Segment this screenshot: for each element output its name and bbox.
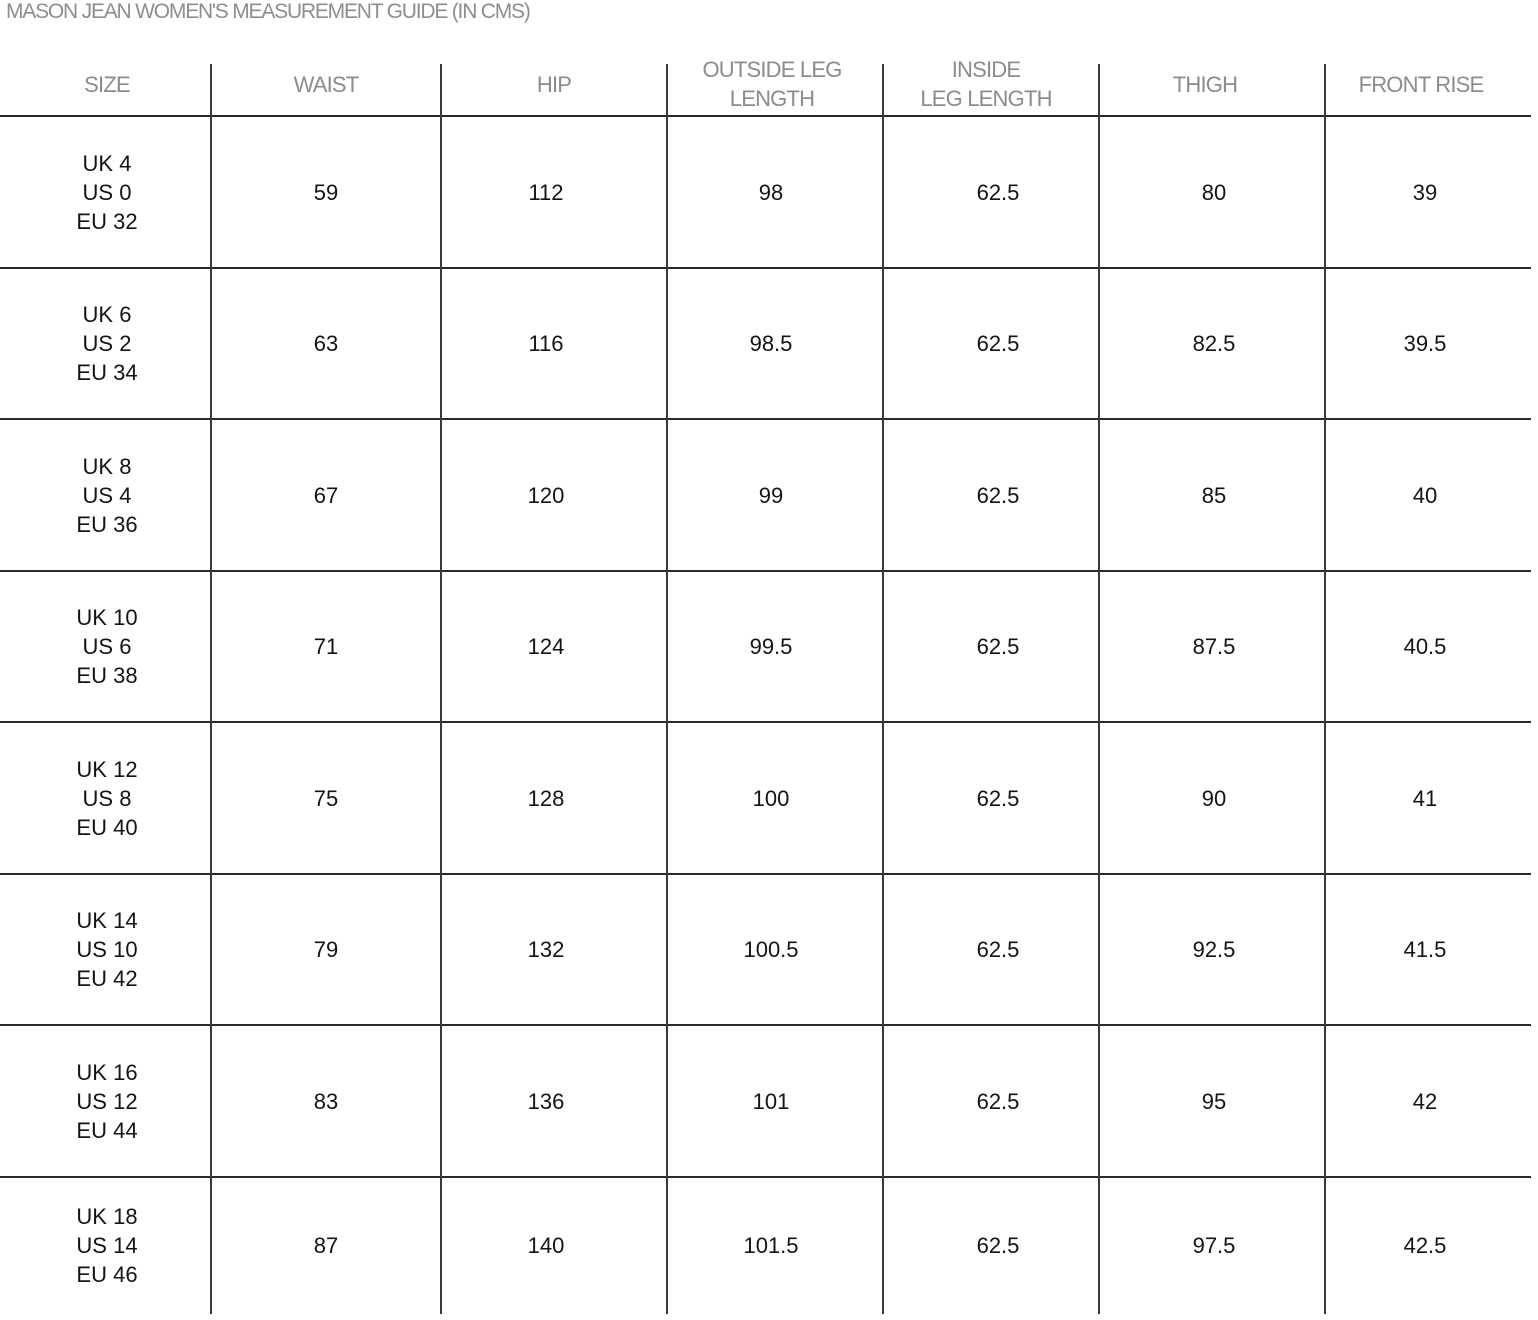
size-label: EU 44 xyxy=(76,1117,138,1143)
measurement-value: 62.5 xyxy=(976,1233,1020,1258)
measurement-value: 99.5 xyxy=(749,634,793,659)
measurement-value: 62.5 xyxy=(976,179,1020,205)
column-divider xyxy=(666,64,668,1314)
measurement-value: 62.5 xyxy=(976,331,1020,356)
size-label: UK 12 xyxy=(76,756,138,782)
size-cell xyxy=(17,571,197,722)
measurement-value: 39.5 xyxy=(1403,331,1447,356)
page-title: MASON JEAN WOMEN'S MEASUREMENT GUIDE (IN CMS) xyxy=(6,0,530,23)
size-label: UK 18 xyxy=(76,1204,138,1229)
measurement-value: 132 xyxy=(527,937,565,962)
column-divider xyxy=(882,64,884,1314)
size-cell xyxy=(17,419,197,571)
measurement-value: 62.5 xyxy=(976,785,1020,811)
column-header: THIGH xyxy=(1172,71,1238,97)
measurement-value: 59 xyxy=(313,179,339,205)
column-divider xyxy=(210,64,212,1314)
size-label: US 6 xyxy=(82,634,132,659)
column-divider xyxy=(440,64,442,1314)
measurement-value: 42 xyxy=(1412,1088,1438,1114)
measurement-value: 85 xyxy=(1201,482,1227,508)
column-header: SIZE xyxy=(84,71,130,97)
column-header: WAIST xyxy=(293,71,359,97)
column-divider xyxy=(1098,64,1100,1314)
size-label: UK 8 xyxy=(82,453,132,479)
size-label: UK 16 xyxy=(76,1059,138,1085)
size-cell xyxy=(17,1177,197,1314)
measurement-value: 112 xyxy=(528,179,564,205)
size-label: EU 46 xyxy=(76,1262,138,1287)
size-label: US 2 xyxy=(82,331,132,356)
size-label: UK 4 xyxy=(82,150,132,176)
measurement-value: 42.5 xyxy=(1403,1233,1447,1258)
measurement-value: 100.5 xyxy=(743,937,799,962)
measurement-value: 82.5 xyxy=(1192,331,1236,356)
size-label: US 0 xyxy=(82,179,132,205)
measurement-value: 41.5 xyxy=(1403,937,1447,962)
size-label: EU 34 xyxy=(76,360,138,385)
size-label: US 12 xyxy=(76,1088,138,1114)
size-label: EU 38 xyxy=(76,663,138,688)
measurement-value: 124 xyxy=(527,634,565,659)
size-cell xyxy=(17,722,197,874)
measurement-value: 40 xyxy=(1412,482,1438,508)
size-label: US 4 xyxy=(82,482,132,508)
measurement-value: 99 xyxy=(758,482,784,508)
measurement-value: 83 xyxy=(313,1088,339,1114)
measurement-value: 120 xyxy=(527,482,565,508)
size-label: UK 10 xyxy=(76,605,138,630)
measurement-value: 40.5 xyxy=(1403,634,1447,659)
column-divider xyxy=(1324,64,1326,1314)
measurement-value: 80 xyxy=(1201,179,1227,205)
measurement-value: 98.5 xyxy=(749,331,793,356)
column-header: INSIDE LEG LENGTH xyxy=(920,57,1052,111)
measurement-value: 62.5 xyxy=(976,937,1020,962)
measurement-value: 140 xyxy=(527,1233,565,1258)
size-cell xyxy=(17,116,197,268)
column-header: OUTSIDE LEG LENGTH xyxy=(702,57,842,111)
measurement-value: 128 xyxy=(527,785,565,811)
measurement-value: 100 xyxy=(752,785,790,811)
measurement-value: 101 xyxy=(752,1088,790,1114)
size-label: EU 32 xyxy=(76,208,138,234)
measurement-value: 75 xyxy=(313,785,339,811)
measurement-value: 87.5 xyxy=(1192,634,1236,659)
measurement-value: 92.5 xyxy=(1192,937,1236,962)
column-header: HIP xyxy=(536,71,572,97)
measurement-value: 62.5 xyxy=(976,1088,1020,1114)
measurement-value: 41 xyxy=(1412,785,1438,811)
size-cell xyxy=(17,268,197,419)
measurement-value: 87 xyxy=(313,1233,339,1258)
size-label: UK 14 xyxy=(76,908,138,933)
size-label: EU 36 xyxy=(76,511,138,537)
size-cell xyxy=(17,1025,197,1177)
size-label: US 10 xyxy=(76,937,138,962)
measurement-value: 62.5 xyxy=(976,482,1020,508)
size-cell xyxy=(17,874,197,1025)
measurement-value: 136 xyxy=(527,1088,565,1114)
measurement-value: 101.5 xyxy=(743,1233,799,1258)
measurement-value: 95 xyxy=(1201,1088,1227,1114)
measurement-value: 39 xyxy=(1412,179,1438,205)
size-label: UK 6 xyxy=(82,302,132,327)
size-label: EU 40 xyxy=(76,814,138,840)
measurement-value: 67 xyxy=(313,482,339,508)
measurement-value: 116 xyxy=(528,331,564,356)
size-label: US 8 xyxy=(82,785,132,811)
measurement-value: 62.5 xyxy=(976,634,1020,659)
measurement-value: 71 xyxy=(313,634,339,659)
measurement-value: 63 xyxy=(313,331,339,356)
measurement-value: 90 xyxy=(1201,785,1227,811)
measurement-value: 97.5 xyxy=(1192,1233,1236,1258)
measurement-value: 79 xyxy=(313,937,339,962)
size-label: EU 42 xyxy=(76,966,138,991)
size-label: US 14 xyxy=(76,1233,138,1258)
column-header: FRONT RISE xyxy=(1358,71,1484,97)
measurement-value: 98 xyxy=(758,179,784,205)
